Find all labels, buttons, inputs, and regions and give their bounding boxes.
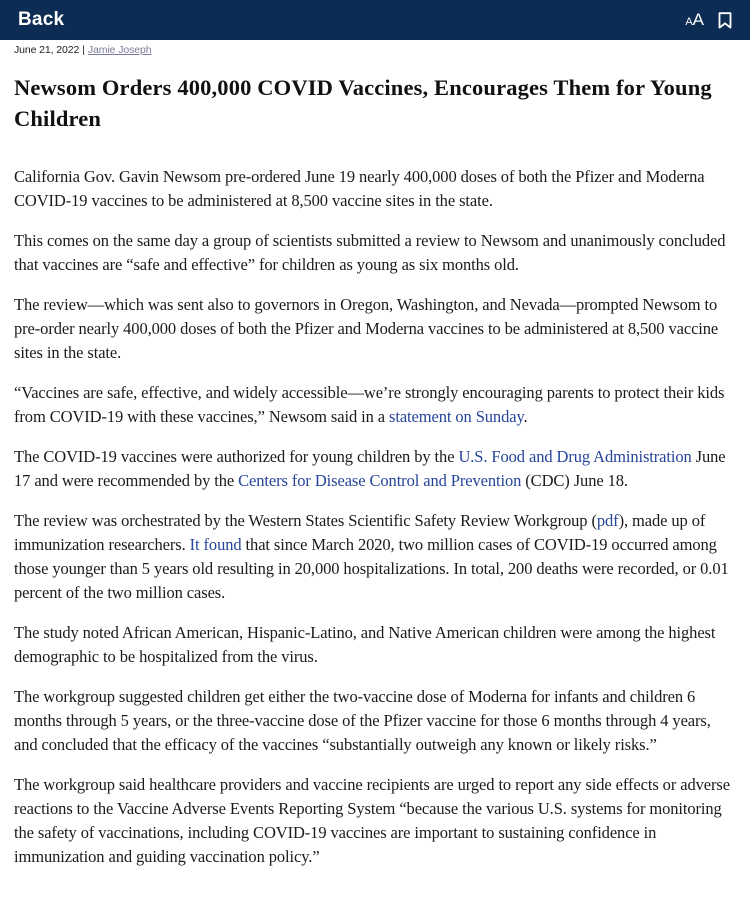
paragraph-3: The review—which was sent also to governors in Oregon, Washington, and Nevada—prompted Newsom to pre-order nearly 400,000 doses of both the Pfizer and Moderna vaccines to be administered at 8,500 vaccine sites in the state.: [14, 295, 719, 362]
text-size-icon[interactable]: [685, 10, 704, 30]
statement-link[interactable]: statement on Sunday: [389, 407, 524, 426]
p5-text-1: The COVID-19 vaccines were authorized for young children by the: [14, 447, 459, 466]
paragraph-4: [14, 381, 736, 429]
fda-link[interactable]: U.S. Food and Drug Administration: [458, 447, 692, 466]
meta-separator: |: [82, 44, 85, 56]
pdf-link[interactable]: pdf: [596, 511, 619, 530]
paragraph-1: California Gov. Gavin Newsom pre-ordered June 19 nearly 400,000 doses of both the Pfizer and Moderna COVID-19 vaccines to be administered at 8,500 vaccine sites in the state.: [14, 167, 705, 210]
text-size-large-glyph: A: [692, 10, 704, 29]
paragraph-8: The workgroup suggested children get either the two-vaccine dose of Moderna for infants and children 6 months through 5 years, or the three-vaccine dose of the Pfizer vaccine for those 6 months through 4 years, and concluded that the efficacy of the vaccines “substantially outweigh any known or likely risks.”: [14, 687, 711, 754]
p4-text-1: “Vaccines are safe, effective, and widely accessible—we’re strongly encouraging parents to protect their kids from COVID-19 with these vaccines,” Newsom said in a: [14, 383, 725, 426]
paragraph-6: [14, 509, 736, 605]
it-found-link[interactable]: It found: [189, 535, 242, 554]
p6-text-2: ), made up of immunization researchers.: [14, 511, 706, 554]
top-bar: [0, 0, 750, 40]
author-link[interactable]: Jamie Joseph: [87, 44, 152, 56]
publish-date: June 21, 2022: [14, 44, 80, 56]
bookmark-icon[interactable]: [718, 12, 732, 29]
paragraph-9: The workgroup said healthcare providers and vaccine recipients are urged to report any side effects or adverse reactions to the Vaccine Adverse Events Reporting System “because the various U.S. systems for monitoring the safety of vaccinations, including COVID-19 vaccines are important to sustaining confidence in immunization and guiding vaccination policy.”: [14, 775, 730, 866]
paragraph-7: The study noted African American, Hispanic-Latino, and Native American children were among the highest demographic to be hospitalized from the virus.: [14, 623, 716, 666]
article-meta: [0, 40, 750, 56]
toolbar-actions: [685, 10, 732, 30]
text-size-small-glyph: A: [685, 16, 693, 28]
p5-text-2: June 17 and were recommended by the: [14, 447, 726, 490]
paragraph-2: This comes on the same day a group of scientists submitted a review to Newsom and unanimously concluded that vaccines are “safe and effective” for children as young as six months old.: [14, 231, 726, 274]
back-button[interactable]: Back: [18, 9, 65, 30]
p4-text-2: .: [523, 407, 528, 426]
article-body: [0, 165, 750, 869]
p6-text-1: The review was orchestrated by the Western States Scientific Safety Review Workgroup (: [14, 511, 597, 530]
cdc-link[interactable]: Centers for Disease Control and Prevention: [238, 471, 522, 490]
article-headline: Newsom Orders 400,000 COVID Vaccines, Encourages Them for Young Children: [14, 75, 712, 131]
p6-text-3: that since March 2020, two million cases of COVID-19 occurred among those younger than 5 years old resulting in 20,000 hospitalizations. In total, 200 deaths were recorded, or 0.01 percent of the two million cases.: [14, 535, 729, 602]
p5-text-3: (CDC) June 18.: [521, 471, 628, 490]
paragraph-5: [14, 445, 736, 493]
